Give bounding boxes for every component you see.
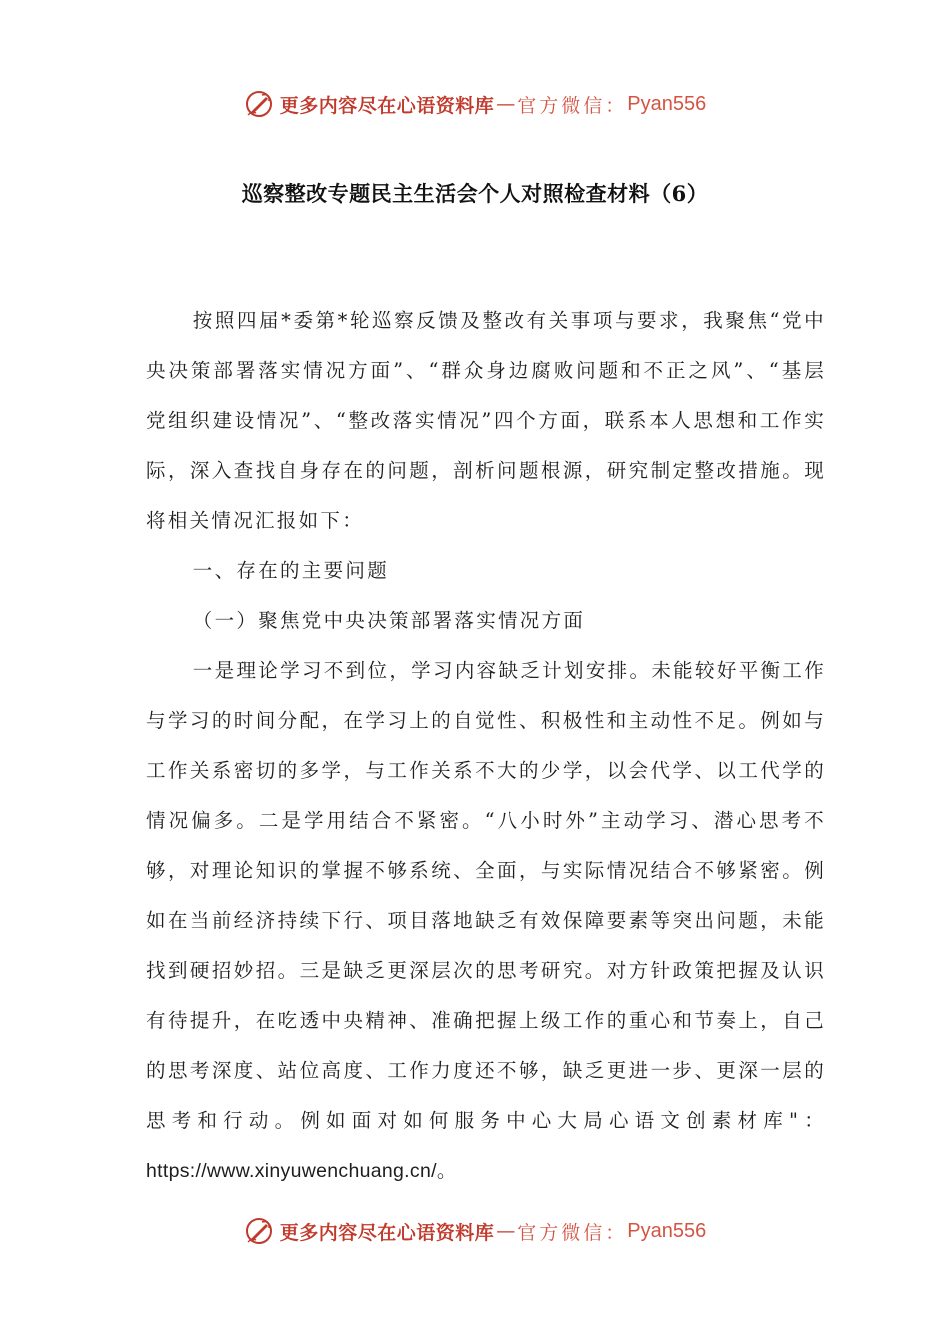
document-title: 巡察整改专题民主生活会个人对照检查材料（6） — [241, 181, 709, 206]
header-watermark — [0, 84, 950, 124]
quill-pen-logo-icon — [244, 1216, 274, 1246]
footer-watermark — [0, 1211, 950, 1251]
issue-paragraph-text: 一是理论学习不到位，学习内容缺乏计划安排。未能较好平衡工作与学习的时间分配，在学习上的自觉性、积极性和主动性不足。例如与工作关系密切的多学，与工作关系不大的少学，以会代学、以工代学的情况偏多。二是学用结合不紧密。“八小时外”主动学习、潜心思考不够，对理论知识的掌握不够系统、全面，与实际情况结合不够紧密。例如在当前经济持续下行、项目落地缺乏有效保障要素等突出问题，未能找到硬招妙招。三是缺乏更深层次的思考研究。对方针政策把握及认识有待提升，在吃透中央精神、准确把握上级工作的重心和节奏上，自己的思考深度、站位高度、工作力度还不够，缺乏更进一步、更深一层的思考和行动。例如面对如何服务中心大局心语文创素材库"： — [146, 659, 826, 1132]
watermark-wechat-label: 官方微信： — [517, 1221, 628, 1244]
watermark-wechat-id: Pyan556 — [627, 1219, 707, 1242]
watermark-wechat-id: Pyan556 — [627, 92, 707, 115]
issue-paragraph — [146, 646, 826, 1196]
document-body — [146, 296, 826, 1196]
intro-paragraph: 按照四届*委第*轮巡察反馈及整改有关事项与要求，我聚焦“党中央决策部署落实情况方面”、“群众身边腐败问题和不正之风”、“基层党组织建设情况”、“整改落实情况”四个方面，联系本人思想和工作实际，深入查找自身存在的问题，剖析问题根源，研究制定整改措施。现将相关情况汇报如下： — [146, 309, 826, 532]
url-tail: 。 — [436, 1159, 459, 1182]
watermark-site-text: 更多内容尽在心语资料库 — [279, 94, 495, 117]
watermark-wechat-label: 官方微信： — [517, 94, 628, 117]
watermark-separator: — — [496, 1220, 516, 1242]
watermark-site-text: 更多内容尽在心语资料库 — [279, 1221, 495, 1244]
section-heading: 一、存在的主要问题 — [192, 559, 389, 582]
subsection-heading: （一）聚焦党中央决策部署落实情况方面 — [192, 609, 586, 632]
quill-pen-logo-icon — [244, 89, 274, 119]
resource-url: https://www.xinyuwenchuang.cn/ — [146, 1160, 437, 1182]
watermark-separator: — — [496, 93, 516, 115]
